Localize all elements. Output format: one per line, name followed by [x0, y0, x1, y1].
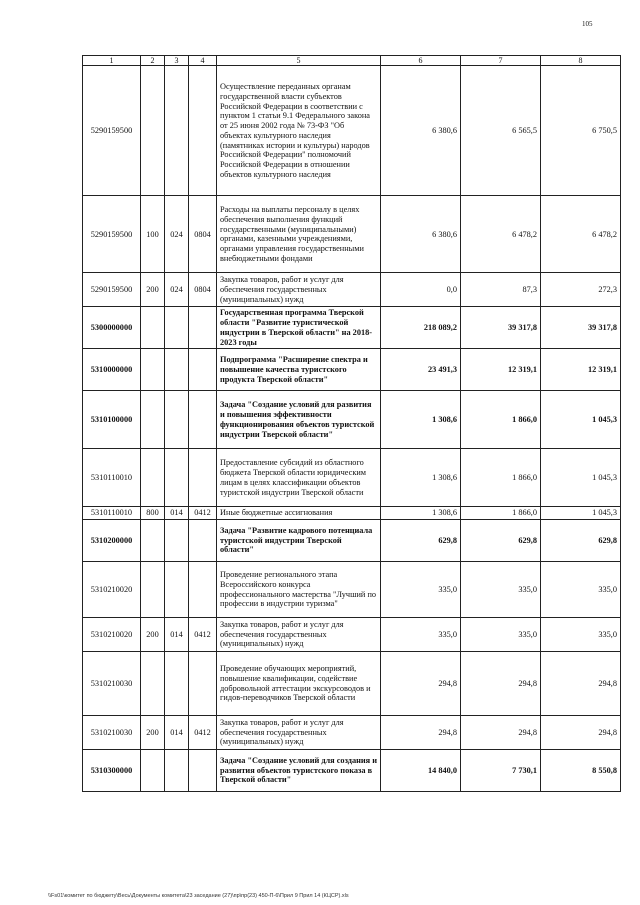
row-value-2019-cell: 87,3 [461, 273, 541, 307]
row-section-cell [189, 652, 217, 716]
row-ministry-cell: 014 [165, 716, 189, 750]
row-code-cell: 5310210030 [83, 716, 141, 750]
row-ministry-cell: 014 [165, 507, 189, 520]
row-name-cell: Закупка товаров, работ и услуг для обеспечения государственных (муниципальных) нужд [217, 273, 381, 307]
file-path-footer: \\Fs01\комитет по бюджету\Весь\Документы комитета\23 заседание (27)\пр\пр(23) 450-П-6\Прил 9 Прил 14 (КЦСР).xls [48, 893, 349, 899]
page-number: 105 [582, 20, 593, 28]
table-row [83, 562, 621, 618]
row-section-cell [189, 449, 217, 507]
row-ministry-cell [165, 750, 189, 792]
row-name-cell: Закупка товаров, работ и услуг для обеспечения государственных (муниципальных) нужд [217, 618, 381, 652]
row-value-2018-cell: 14 840,0 [381, 750, 461, 792]
row-ministry-cell [165, 562, 189, 618]
row-value-2020-cell: 1 045,3 [541, 391, 621, 449]
column-header: 5 [217, 56, 381, 66]
column-header: 1 [83, 56, 141, 66]
row-code-cell: 5290159500 [83, 273, 141, 307]
row-expense-type-cell: 800 [141, 507, 165, 520]
row-value-2020-cell: 12 319,1 [541, 349, 621, 391]
table-row [83, 66, 621, 196]
row-name-cell: Расходы на выплаты персоналу в целях обеспечения выполнения функций государственными (муниципальными) органами, казенными учреждениями, органами управления государственными внебюджетными фондами [217, 196, 381, 273]
row-name-cell: Предоставление субсидий из областного бюджета Тверской области юридическим лицам в целях классификации объектов туристской индустрии Тверской области [217, 449, 381, 507]
row-value-2018-cell: 23 491,3 [381, 349, 461, 391]
row-name-cell: Проведение обучающих мероприятий, повышение квалификации, содействие добровольной аттестации экскурсоводов и гидов-переводчиков Тверской области [217, 652, 381, 716]
row-ministry-cell: 014 [165, 618, 189, 652]
table-row [83, 716, 621, 750]
row-expense-type-cell [141, 562, 165, 618]
row-expense-type-cell [141, 66, 165, 196]
row-ministry-cell [165, 520, 189, 562]
table-row [83, 449, 621, 507]
row-value-2019-cell: 1 866,0 [461, 449, 541, 507]
row-ministry-cell [165, 449, 189, 507]
column-header: 4 [189, 56, 217, 66]
row-value-2020-cell: 294,8 [541, 716, 621, 750]
row-value-2018-cell: 218 089,2 [381, 307, 461, 349]
row-value-2020-cell: 8 550,8 [541, 750, 621, 792]
row-code-cell: 5310100000 [83, 391, 141, 449]
row-value-2018-cell: 1 308,6 [381, 507, 461, 520]
row-value-2018-cell: 629,8 [381, 520, 461, 562]
row-value-2020-cell: 6 750,5 [541, 66, 621, 196]
row-expense-type-cell [141, 520, 165, 562]
header-row [83, 56, 621, 66]
row-name-cell: Задача "Создание условий для развития и повышения эффективности функционирования объектов туристской индустрии Тверской области" [217, 391, 381, 449]
table-row [83, 507, 621, 520]
row-section-cell: 0804 [189, 273, 217, 307]
row-value-2018-cell: 0,0 [381, 273, 461, 307]
column-header: 8 [541, 56, 621, 66]
row-expense-type-cell [141, 652, 165, 716]
row-section-cell [189, 349, 217, 391]
row-ministry-cell [165, 652, 189, 716]
column-header: 7 [461, 56, 541, 66]
row-code-cell: 5310300000 [83, 750, 141, 792]
row-name-cell: Подпрограмма "Расширение спектра и повышение качества туристского продукта Тверской области" [217, 349, 381, 391]
row-expense-type-cell [141, 750, 165, 792]
row-value-2018-cell: 6 380,6 [381, 196, 461, 273]
row-value-2020-cell: 1 045,3 [541, 449, 621, 507]
row-code-cell: 5310110010 [83, 507, 141, 520]
row-value-2018-cell: 335,0 [381, 562, 461, 618]
row-code-cell: 5310210030 [83, 652, 141, 716]
row-value-2019-cell: 39 317,8 [461, 307, 541, 349]
row-ministry-cell [165, 349, 189, 391]
table-row [83, 520, 621, 562]
row-code-cell: 5290159500 [83, 196, 141, 273]
row-section-cell [189, 520, 217, 562]
row-value-2018-cell: 1 308,6 [381, 391, 461, 449]
column-header: 6 [381, 56, 461, 66]
row-ministry-cell: 024 [165, 196, 189, 273]
row-section-cell: 0412 [189, 618, 217, 652]
table-row [83, 307, 621, 349]
row-name-cell: Иные бюджетные ассигнования [217, 507, 381, 520]
row-ministry-cell [165, 391, 189, 449]
row-expense-type-cell: 200 [141, 618, 165, 652]
table-row [83, 196, 621, 273]
row-section-cell: 0804 [189, 196, 217, 273]
row-value-2019-cell: 335,0 [461, 562, 541, 618]
row-value-2019-cell: 12 319,1 [461, 349, 541, 391]
row-value-2019-cell: 335,0 [461, 618, 541, 652]
table-row [83, 273, 621, 307]
row-value-2018-cell: 294,8 [381, 716, 461, 750]
row-expense-type-cell: 100 [141, 196, 165, 273]
row-section-cell [189, 307, 217, 349]
row-value-2018-cell: 294,8 [381, 652, 461, 716]
column-header: 2 [141, 56, 165, 66]
row-code-cell: 5310110010 [83, 449, 141, 507]
row-section-cell [189, 391, 217, 449]
row-value-2019-cell: 7 730,1 [461, 750, 541, 792]
row-name-cell: Осуществление переданных органам государственной власти субъектов Российской Федерации в соответствии с пунктом 1 статьи 9.1 Федерального закона от 25 июня 2002 года № 73-ФЗ "Об объектах культурного наследия (памятниках истории и культуры) народов Российской Федерации" полномочий Российской Федерации в отношении объектов культурного наследия [217, 66, 381, 196]
row-ministry-cell [165, 307, 189, 349]
table-row [83, 750, 621, 792]
table-row [83, 391, 621, 449]
row-section-cell [189, 66, 217, 196]
row-expense-type-cell [141, 307, 165, 349]
row-expense-type-cell [141, 391, 165, 449]
row-expense-type-cell [141, 349, 165, 391]
row-value-2018-cell: 1 308,6 [381, 449, 461, 507]
row-value-2020-cell: 272,3 [541, 273, 621, 307]
row-value-2019-cell: 294,8 [461, 716, 541, 750]
row-section-cell [189, 562, 217, 618]
row-value-2020-cell: 335,0 [541, 618, 621, 652]
row-expense-type-cell [141, 449, 165, 507]
row-name-cell: Задача "Развитие кадрового потенциала туристской индустрии Тверской области" [217, 520, 381, 562]
row-value-2020-cell: 1 045,3 [541, 507, 621, 520]
row-value-2018-cell: 6 380,6 [381, 66, 461, 196]
row-code-cell: 5310000000 [83, 349, 141, 391]
row-value-2019-cell: 629,8 [461, 520, 541, 562]
budget-table [82, 55, 621, 792]
table-row [83, 618, 621, 652]
row-value-2019-cell: 6 478,2 [461, 196, 541, 273]
row-section-cell: 0412 [189, 716, 217, 750]
row-section-cell: 0412 [189, 507, 217, 520]
row-value-2020-cell: 6 478,2 [541, 196, 621, 273]
row-name-cell: Проведение регионального этапа Всероссийского конкурса профессионального мастерства "Лучший по профессии в индустрии туризма" [217, 562, 381, 618]
row-code-cell: 5290159500 [83, 66, 141, 196]
row-value-2018-cell: 335,0 [381, 618, 461, 652]
row-value-2019-cell: 1 866,0 [461, 391, 541, 449]
row-expense-type-cell: 200 [141, 273, 165, 307]
row-code-cell: 5310210020 [83, 562, 141, 618]
row-section-cell [189, 750, 217, 792]
row-expense-type-cell: 200 [141, 716, 165, 750]
table-row [83, 652, 621, 716]
row-value-2020-cell: 629,8 [541, 520, 621, 562]
row-name-cell: Задача "Создание условий для создания и развития объектов туристского показа в Тверской области" [217, 750, 381, 792]
row-value-2020-cell: 294,8 [541, 652, 621, 716]
row-code-cell: 5310210020 [83, 618, 141, 652]
table-row [83, 349, 621, 391]
row-value-2019-cell: 1 866,0 [461, 507, 541, 520]
row-value-2020-cell: 335,0 [541, 562, 621, 618]
row-value-2019-cell: 6 565,5 [461, 66, 541, 196]
row-name-cell: Закупка товаров, работ и услуг для обеспечения государственных (муниципальных) нужд [217, 716, 381, 750]
row-ministry-cell: 024 [165, 273, 189, 307]
row-value-2019-cell: 294,8 [461, 652, 541, 716]
row-ministry-cell [165, 66, 189, 196]
row-name-cell: Государственная программа Тверской области "Развитие туристической индустрии в Тверской области" на 2018-2023 годы [217, 307, 381, 349]
row-value-2020-cell: 39 317,8 [541, 307, 621, 349]
row-code-cell: 5300000000 [83, 307, 141, 349]
row-code-cell: 5310200000 [83, 520, 141, 562]
column-header: 3 [165, 56, 189, 66]
